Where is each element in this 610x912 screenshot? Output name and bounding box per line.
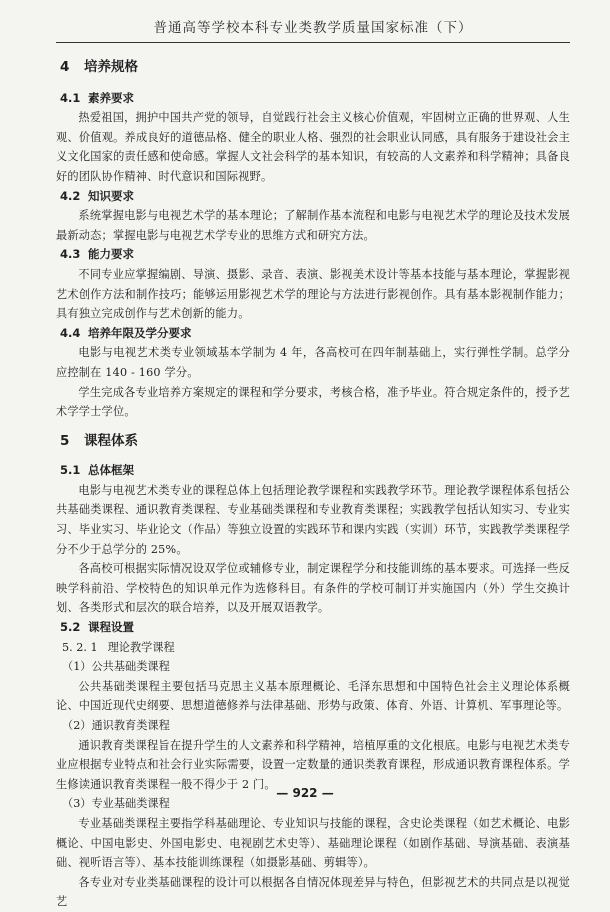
paragraph: 系统掌握电影与电视艺术学的基本理论；了解制作基本流程和电影与电视艺术学的理论及技术发展最新动态；掌握电影与电视艺术学专业的思维方式和研究方法。	[56, 209, 570, 242]
paragraph: 各专业对专业类基础课程的设计可以根据各自情况体现差异与特色，但影视艺术的共同点是以视觉艺	[56, 875, 570, 909]
item-heading-1: （1）公共基础类课程	[62, 660, 170, 674]
paragraph: 不同专业应掌握编剧、导演、摄影、录音、表演、影视美术设计等基本技能与基本理论，掌握影视艺术创作方法和制作技巧；能够运用影视艺术学的理论与方法进行影视创作。具有基本影视制作能力；具有独立完成创作与艺术创新的能力。	[56, 267, 570, 321]
paragraph: 学生完成各专业培养方案规定的课程和学分要求，考核合格，准予毕业。符合规定条件的，授予艺术学学士学位。	[56, 385, 570, 419]
paragraph: 公共基础类课程主要包括马克思主义基本原理概论、毛泽东思想和中国特色社会主义理论体系概论、中国近现代史纲要、思想道德修养与法律基础、形势与政策、体育、外语、计算机、军事理论等。	[56, 679, 570, 713]
paragraph: 通识教育类课程旨在提升学生的人文素养和科学精神，培植厚重的文化根底。电影与电视艺术类专业应根据专业特点和社会行业实际需要，设置一定数量的通识类教育课程，形成通识教育课程体系。学生修读通识教育类课程一般不得少于 2 门。	[56, 738, 570, 791]
paragraph: 热爱祖国，拥护中国共产党的领导，自觉践行社会主义核心价值观，牢固树立正确的世界观、人生观、价值观。养成良好的道德品格、健全的职业人格、强烈的社会职业认同感，具有服务于建设社会主义文化国家的责任感和使命感。掌握人文社会科学的基本知识，有较高的人文素养和科学精神；具备良好的团队协作精神、时代意识和国际视野。	[56, 111, 570, 183]
paragraph: 电影与电视艺术类专业领域基本学制为 4 年，各高校可在四年制基础上，实行弹性学制。总学分应控制在 140 - 160 学分。	[56, 346, 570, 379]
subsection-heading-4-3: 4.3 能力要求	[60, 247, 134, 262]
subsection-heading-4-2: 4.2 知识要求	[60, 188, 134, 203]
page-body	[56, 58, 570, 912]
subsection-heading-4-1: 4.1 素养要求	[60, 90, 134, 105]
subsection-heading-5-2: 5.2 课程设置	[60, 620, 134, 635]
paragraph: 专业基础类课程主要指学科基础理论、专业知识与技能的课程，含史论类课程（如艺术概论、电影概论、中国电影史、外国电影史、电视剧艺术史等）、基础理论课程（如剧作基础、导演基础、表演基础、视听语言等）、基本技能训练课程（如摄影基础、剪辑等）。	[56, 816, 570, 870]
paragraph: 各高校可根据实际情况设双学位或辅修专业，制定课程学分和技能训练的基本要求。可选择一些反映学科前沿、学校特色的知识单元作为选修科目。有条件的学校可制订并实施国内（外）学生交换计划、各类形式和层次的联合培养，以及开展双语教学。	[56, 562, 570, 615]
item-heading-3: （3）专业基础类课程	[62, 797, 170, 811]
subsection-heading-4-4: 4.4 培养年限及学分要求	[60, 325, 192, 340]
subsection-heading-5-1: 5.1 总体框架	[60, 463, 134, 478]
item-heading-2: （2）通识教育类课程	[62, 719, 170, 732]
page-number: — 922 —	[276, 786, 334, 800]
section-heading-4: 4 培养规格	[60, 59, 138, 75]
section-heading-5: 5 课程体系	[60, 432, 138, 449]
running-header: 普通高等学校本科专业类教学质量国家标准（下）	[56, 0, 570, 43]
paragraph: 电影与电视艺术类专业的课程总体上包括理论教学课程和实践教学环节。理论教学课程体系包括公共基础类课程、通识教育类课程、专业基础类课程和专业教育类课程；实践教学包括认知实习、专业实习、毕业实习、毕业论文（作品）等独立设置的实践环节和课内实践（实训）环节，实践教学类课程学分不少于总学分的 25%。	[56, 483, 570, 556]
subsubsection-heading-5-2-1: 5. 2. 1 理论教学课程	[62, 640, 175, 654]
